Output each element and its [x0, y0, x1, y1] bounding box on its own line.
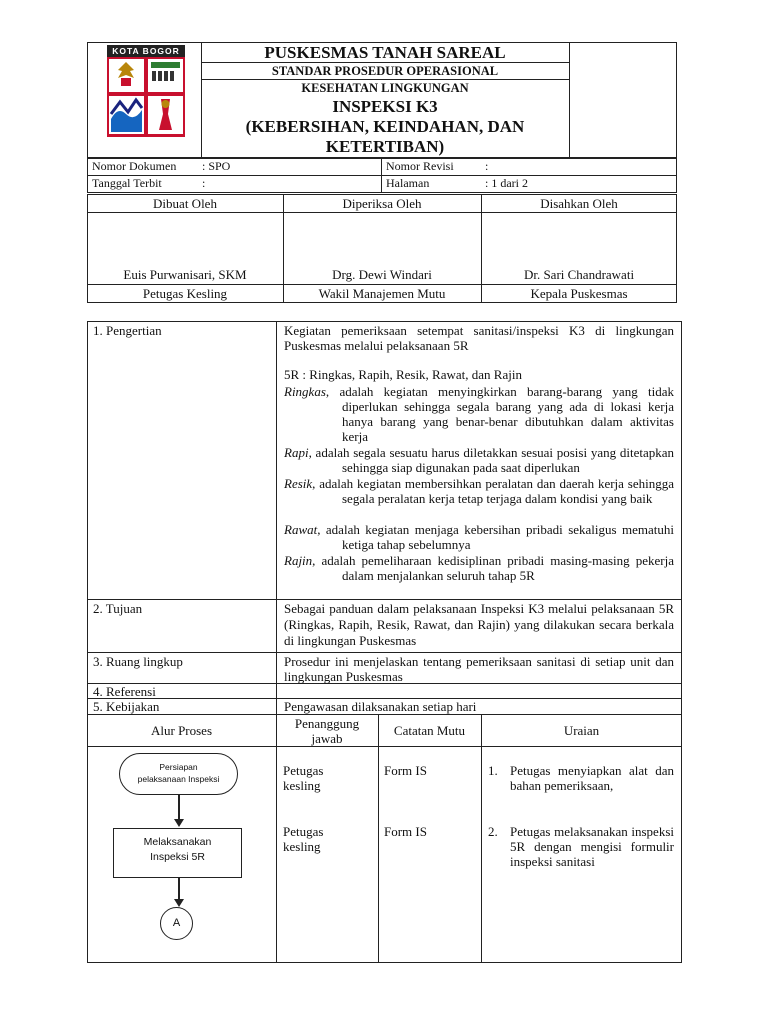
header-rule-2	[201, 79, 569, 80]
kebijakan-text: Pengawasan dilaksanakan setiap hari	[284, 699, 477, 714]
approved-by-name: Dr. Sari Chandrawati	[523, 267, 635, 282]
process-col-divider-1	[378, 714, 379, 963]
resik-text: , adalah kegiatan membersihkan peralatan dan daerah kerja sehingga segala peralatan kerja tetap terjaga dalam kondisi yang baik	[312, 476, 674, 506]
flow-start-line1: Persiapan	[159, 762, 198, 772]
flow-start-line2: pelaksanaan Inspeksi	[137, 774, 220, 784]
row-divider-process-header	[87, 746, 682, 747]
meta-row-divider	[87, 175, 677, 176]
nomor-dokumen-value: : SPO	[202, 159, 231, 173]
logo-emblem-icon	[106, 44, 186, 138]
row1-uraian: Petugas menyiapkan alat dan bahan pemeriksaan,	[510, 763, 674, 793]
city-logo	[106, 44, 186, 138]
row-divider-tujuan	[87, 599, 682, 600]
rajin-text: , adalah pemeliharaan kedisiplinan pribadi masing-masing pekerja dalam menjalankan seluruh tahap 5R	[312, 553, 674, 583]
rawat-definition	[284, 522, 674, 552]
doc-type: STANDAR PROSEDUR OPERASIONAL	[271, 64, 499, 78]
nomor-dokumen-label: Nomor Dokumen	[92, 159, 177, 173]
kebijakan-label: 5. Kebijakan	[93, 699, 160, 714]
rapi-text: , adalah segala sesuatu harus diletakkan sesuai posisi yang ditetapkan sehingga siap digunakan pada saat diperlukan	[308, 445, 674, 475]
flow-step-line2: Inspeksi 5R	[150, 851, 205, 863]
halaman-label: Halaman	[386, 176, 430, 190]
doc-title-line3: KETERTIBAN)	[325, 137, 445, 156]
row2-uraian: Petugas melaksanakan inspeksi 5R dengan mengisi formulir inspeksi sanitasi	[510, 824, 674, 869]
pengertian-label: 1. Pengertian	[93, 323, 162, 338]
pengertian-5r: 5R : Ringkas, Rapih, Resik, Rawat, dan Rajin	[284, 367, 522, 382]
doc-title-line1: INSPEKSI K3	[332, 97, 438, 116]
header-divider-right	[569, 42, 570, 158]
tanggal-terbit-label: Tanggal Terbit	[92, 176, 162, 190]
col-header-penanggung-jawab-line2: jawab	[311, 731, 343, 746]
checked-by-role: Wakil Manajemen Mutu	[318, 286, 446, 301]
rawat-term: Rawat	[284, 522, 318, 537]
flow-step-line1: Melaksanakan	[143, 836, 212, 848]
ringkas-text: , adalah kegiatan menyingkirkan barang-barang yang tidak diperlukan sehingga segala barang yang ada di lokasi kerja hanya barang yang benar-benar dibutuhkan dalam aktivitas kerja	[325, 384, 674, 444]
flow-process-box	[113, 828, 242, 878]
col-header-alur-proses: Alur Proses	[150, 723, 213, 738]
nomor-revisi-label: Nomor Revisi	[386, 159, 454, 173]
tujuan-text: Sebagai panduan dalam pelaksanaan Inspeksi K3 melalui pelaksanaan 5R (Ringkas, Rapih, Resik, Rawat, dan Rajin) yang dilakukan secara berkala di lingkungan Puskesmas	[284, 601, 674, 648]
row-divider-ruang	[87, 652, 682, 653]
meta-col-divider	[381, 158, 382, 193]
flow-offpage-connector	[160, 907, 193, 940]
ruang-lingkup-text: Prosedur ini menjelaskan tentang pemeriksaan sanitasi di setiap unit dan lingkungan Puskesmas	[284, 654, 674, 684]
tanggal-terbit-value: :	[202, 176, 206, 190]
arrow-down-icon	[174, 819, 184, 827]
sig-role-divider	[87, 284, 677, 285]
ringkas-definition	[284, 384, 674, 444]
approved-by-role: Kepala Puskesmas	[530, 286, 628, 301]
row2-pj-line2: kesling	[283, 839, 321, 854]
halaman-value: : 1 dari 2	[485, 176, 528, 190]
approved-by-label: Disahkan Oleh	[540, 196, 618, 211]
flow-start-terminator	[119, 753, 238, 795]
rajin-definition	[284, 553, 674, 583]
svg-text:KOTA BOGOR: KOTA BOGOR	[112, 46, 180, 56]
resik-term: Resik	[284, 476, 313, 491]
row2-pj-line1: Petugas	[283, 824, 324, 839]
rawat-text: , adalah kegiatan menjaga kebersihan pribadi sekaligus mematuhi ketiga tahap sebelumnya	[317, 522, 674, 552]
ringkas-term: Ringkas	[284, 384, 326, 399]
unit-name: KESEHATAN LINGKUNGAN	[301, 81, 469, 95]
nomor-revisi-value: :	[485, 159, 489, 173]
flow-connector-line-2	[178, 878, 180, 901]
sig-header-divider	[87, 212, 677, 213]
tujuan-label: 2. Tujuan	[93, 601, 143, 616]
rapi-term: Rapi	[284, 445, 309, 460]
row1-pj-line2: kesling	[283, 778, 321, 793]
doc-title-line2: (KEBERSIHAN, KEINDAHAN, DAN	[245, 117, 525, 136]
row1-number: 1.	[488, 763, 498, 778]
ruang-lingkup-label: 3. Ruang lingkup	[93, 654, 183, 669]
made-by-label: Dibuat Oleh	[153, 196, 217, 211]
col-header-uraian: Uraian	[563, 723, 600, 738]
made-by-name: Euis Purwanisari, SKM	[123, 267, 247, 282]
checked-by-name: Drg. Dewi Windari	[332, 267, 432, 282]
header-rule-1	[201, 62, 569, 63]
row1-catatan: Form IS	[384, 763, 427, 778]
row-divider-process	[87, 714, 682, 715]
content-col-divider	[276, 321, 277, 963]
rajin-term: Rajin	[284, 553, 313, 568]
process-col-divider-2	[481, 714, 482, 963]
made-by-role: Petugas Kesling	[142, 286, 228, 301]
pengertian-intro: Kegiatan pemeriksaan setempat sanitasi/inspeksi K3 di lingkungan Puskesmas melalui pelaksanaan 5R	[284, 323, 674, 353]
checked-by-label: Diperiksa Oleh	[342, 196, 422, 211]
resik-definition	[284, 476, 674, 506]
flow-connector-line-1	[178, 795, 180, 821]
arrow-down-icon	[174, 899, 184, 907]
row1-pj-line1: Petugas	[283, 763, 324, 778]
org-name: PUSKESMAS TANAH SAREAL	[264, 43, 506, 62]
row2-number: 2.	[488, 824, 498, 839]
col-header-catatan-mutu: Catatan Mutu	[393, 723, 466, 738]
row2-catatan: Form IS	[384, 824, 427, 839]
referensi-label: 4. Referensi	[93, 684, 156, 699]
rapi-definition	[284, 445, 674, 475]
flow-connector-label: A	[172, 917, 181, 929]
col-header-penanggung-jawab-line1: Penanggung	[294, 716, 360, 731]
